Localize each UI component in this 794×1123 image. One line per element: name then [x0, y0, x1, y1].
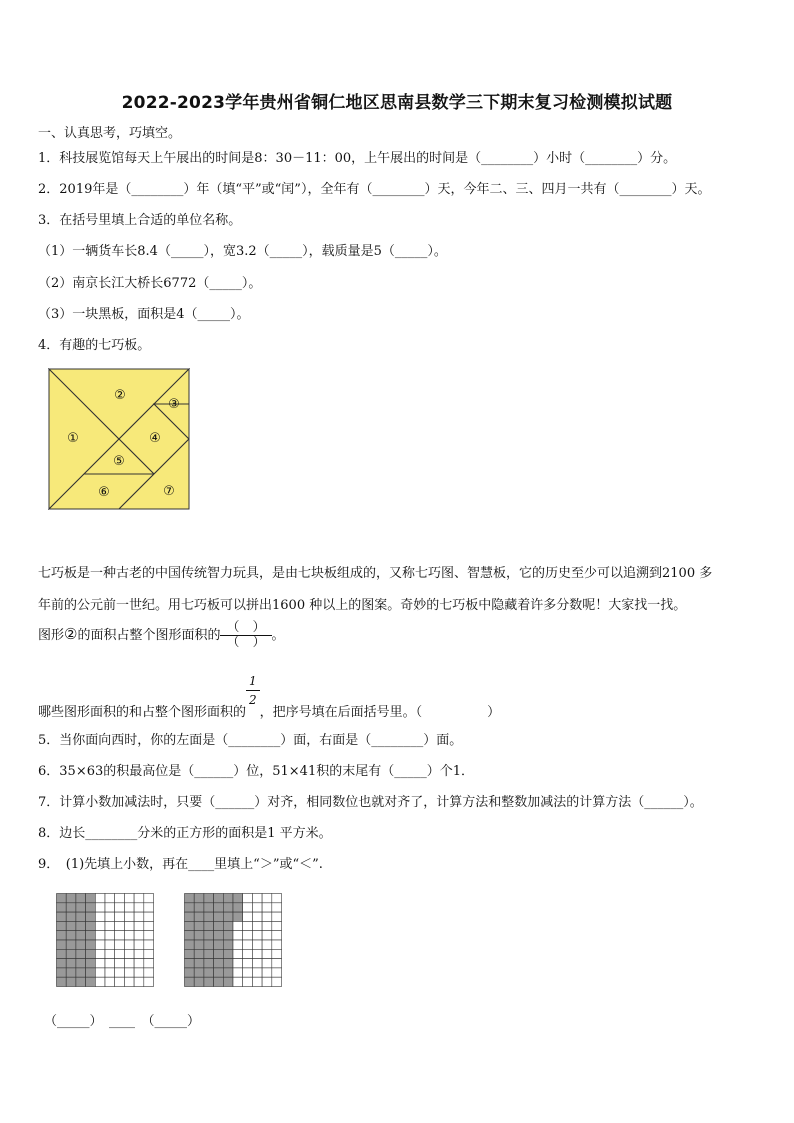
grid-cell	[134, 921, 144, 930]
grid-cell	[233, 959, 243, 968]
grid-cell	[204, 949, 214, 958]
tangram-label-7: ⑦	[163, 484, 175, 499]
grid-cell	[105, 903, 115, 912]
grid-cell	[86, 903, 96, 912]
tangram-question-a-prefix: 图形	[38, 628, 65, 643]
grid-cell	[134, 894, 144, 903]
grid-cell	[86, 949, 96, 958]
section-heading: 一、认真思考，巧填空。	[38, 126, 182, 141]
grid-cell	[134, 968, 144, 977]
grid-cell	[66, 977, 76, 986]
grid-cell	[144, 968, 154, 977]
grid-cell	[223, 931, 233, 940]
grid-cell	[124, 931, 134, 940]
grid-cell	[223, 921, 233, 930]
tangram-label-5: ⑤	[113, 454, 125, 469]
grid-cell	[204, 940, 214, 949]
grid-cell	[134, 977, 144, 986]
grid-cell	[262, 931, 272, 940]
grid-cell	[223, 949, 233, 958]
grid-cell	[115, 949, 125, 958]
grid-cell	[185, 949, 195, 958]
grid-cell	[262, 977, 272, 986]
grid-cell	[194, 949, 204, 958]
grid-cell	[134, 949, 144, 958]
grid-cell	[124, 894, 134, 903]
grid-cell	[243, 940, 253, 949]
grid-cell	[194, 959, 204, 968]
grid-cell	[223, 968, 233, 977]
tangram-intro-line-1: 七巧板是一种古老的中国传统智力玩具，是由七块板组成的，又称七巧图、智慧板，它的历史至少可以追溯到2100 多	[38, 566, 713, 581]
grid-cell	[95, 940, 105, 949]
grid-cell	[124, 977, 134, 986]
grid-cell	[95, 977, 105, 986]
grid-cell	[262, 940, 272, 949]
page-title: 2022-2023学年贵州省铜仁地区思南县数学三下期末复习检测模拟试题	[121, 93, 673, 113]
grid-cell	[76, 921, 86, 930]
grid-cell	[214, 949, 224, 958]
grid-cell	[144, 921, 154, 930]
grid-cell	[57, 940, 67, 949]
grid-cell	[204, 977, 214, 986]
question-3-part-1: （1）一辆货车长8.4（_____），宽3.2（_____），载质量是5（_____）。	[38, 244, 447, 259]
grid-cell	[233, 921, 243, 930]
grid-cell	[185, 940, 195, 949]
grid-cell	[115, 921, 125, 930]
grid-cell	[214, 977, 224, 986]
grid-cell	[57, 912, 67, 921]
grid-cell	[262, 894, 272, 903]
grid-cell	[124, 921, 134, 930]
grid-cell	[262, 949, 272, 958]
grid-cell	[252, 912, 262, 921]
fraction-half	[246, 672, 260, 709]
grid-cell	[95, 931, 105, 940]
tangram-piece-ref: ②	[64, 625, 78, 643]
grid-cell	[204, 921, 214, 930]
grid-cell	[95, 959, 105, 968]
grid-cell	[57, 894, 67, 903]
grid-cell	[272, 959, 282, 968]
tangram-question-a-text: 的面积占整个图形面积的	[77, 628, 221, 643]
grid-cell	[272, 912, 282, 921]
question-8: 8．边长________分米的正方形的面积是1 平方米。	[38, 826, 332, 841]
grid-cell	[204, 903, 214, 912]
grid-cell	[57, 921, 67, 930]
grid-cell	[66, 931, 76, 940]
grid-cell	[105, 977, 115, 986]
grid-cell	[86, 894, 96, 903]
grid-cell	[223, 894, 233, 903]
grid-cell	[252, 968, 262, 977]
grid-cell	[252, 931, 262, 940]
grid-cell	[57, 903, 67, 912]
grid-cell	[272, 949, 282, 958]
grid-cell	[272, 921, 282, 930]
tangram-question-b-suffix: ，把序号填在后面括号里。（ ）	[259, 705, 501, 720]
grid-cell	[57, 977, 67, 986]
grid-cell	[124, 968, 134, 977]
grid-cell	[95, 912, 105, 921]
grid-cell	[272, 903, 282, 912]
grid-cell	[134, 931, 144, 940]
question-1: 1．科技展览馆每天上午展出的时间是8：30－11：00，上午展出的时间是（________）小时（________）分。	[38, 151, 677, 166]
grid-cell	[185, 931, 195, 940]
grid-cell	[272, 977, 282, 986]
grid-cell	[243, 977, 253, 986]
question-4: 4．有趣的七巧板。	[38, 338, 151, 353]
grid-cell	[204, 912, 214, 921]
grid-cell	[233, 894, 243, 903]
grid-cell	[76, 912, 86, 921]
grid-cell	[124, 912, 134, 921]
grid-cell	[115, 977, 125, 986]
grid-cell	[144, 903, 154, 912]
grid-cell	[243, 931, 253, 940]
grid-cell	[66, 949, 76, 958]
grid-cell	[185, 912, 195, 921]
grid-cell	[76, 977, 86, 986]
grid-cell	[194, 894, 204, 903]
grid-cell	[194, 977, 204, 986]
grid-cell	[144, 931, 154, 940]
tangram-label-2: ②	[114, 388, 126, 403]
grid-cell	[252, 977, 262, 986]
grid-cell	[134, 912, 144, 921]
grid-cell	[105, 921, 115, 930]
grid-cell	[233, 903, 243, 912]
grid-cell	[144, 949, 154, 958]
tangram-figure	[48, 368, 190, 510]
grid-cell	[66, 921, 76, 930]
grid-cell	[105, 894, 115, 903]
tangram-label-1: ①	[67, 431, 79, 446]
grid-cell	[252, 959, 262, 968]
grid-cell	[214, 931, 224, 940]
grid-cell	[194, 968, 204, 977]
grid-cell	[204, 931, 214, 940]
grid-cell	[185, 977, 195, 986]
question-2: 2．2019年是（________）年（填“平”或“闰”），全年有（________）天，今年二、三、四月一共有（________）天。	[38, 182, 711, 197]
fraction-numerator: （ ）	[220, 621, 271, 636]
grid-cell	[223, 959, 233, 968]
fraction-half-numerator: 1	[246, 672, 260, 691]
grid-cell	[86, 959, 96, 968]
grid-cell	[95, 968, 105, 977]
grid-cell	[134, 940, 144, 949]
grid-cell	[66, 959, 76, 968]
question-9-answers: （_____） ____ （_____）	[44, 1014, 201, 1029]
grid-cell	[105, 931, 115, 940]
grid-cell	[124, 959, 134, 968]
grid-cell	[144, 959, 154, 968]
grid-cell	[233, 968, 243, 977]
grid-cell	[185, 921, 195, 930]
grid-cell	[134, 959, 144, 968]
grid-cell	[105, 912, 115, 921]
grid-cell	[243, 894, 253, 903]
grid-cell	[66, 940, 76, 949]
grid-cell	[233, 912, 243, 921]
grid-cell	[76, 894, 86, 903]
fraction-denominator: （ ）	[226, 635, 266, 650]
grid-cell	[223, 903, 233, 912]
grid-cell	[124, 949, 134, 958]
grid-cell	[105, 940, 115, 949]
grid-cell	[233, 949, 243, 958]
grid-cell	[204, 959, 214, 968]
grid-cell	[144, 940, 154, 949]
question-9: 9． (1)先填上小数，再在____里填上“＞”或“＜”.	[38, 857, 323, 872]
grid-cell	[124, 940, 134, 949]
tangram-question-b	[38, 672, 501, 720]
fraction-blank	[220, 621, 271, 650]
grid-cell	[233, 940, 243, 949]
grid-cell	[243, 921, 253, 930]
grid-cell	[115, 912, 125, 921]
grid-cell	[194, 921, 204, 930]
grid-cell	[233, 931, 243, 940]
grid-cell	[66, 903, 76, 912]
grid-cell	[144, 894, 154, 903]
grid-cell	[185, 959, 195, 968]
tangram-label-6: ⑥	[98, 485, 110, 500]
grid-cell	[115, 959, 125, 968]
question-3-part-2: （2）南京长江大桥长6772（_____）。	[38, 276, 262, 291]
grid-cell	[223, 912, 233, 921]
grid-cell	[262, 912, 272, 921]
grid-cell	[272, 931, 282, 940]
grid-cell	[76, 949, 86, 958]
grid-cell	[252, 949, 262, 958]
grid-cell	[115, 903, 125, 912]
decimal-grid-left	[56, 893, 156, 988]
grid-cell	[86, 968, 96, 977]
grid-cell	[214, 940, 224, 949]
grid-cell	[194, 903, 204, 912]
grid-cell	[214, 903, 224, 912]
fraction-half-denominator: 2	[249, 693, 257, 707]
grid-cell	[76, 968, 86, 977]
grid-cell	[115, 940, 125, 949]
grid-cell	[185, 894, 195, 903]
question-3: 3．在括号里填上合适的单位名称。	[38, 213, 242, 228]
grid-cell	[252, 894, 262, 903]
grid-cell	[243, 968, 253, 977]
grid-cell	[95, 949, 105, 958]
grid-cell	[214, 921, 224, 930]
grid-cell	[194, 940, 204, 949]
tangram-intro-line-2: 年前的公元前一世纪。用七巧板可以拼出1600 种以上的图案。奇妙的七巧板中隐藏着许多分数呢！大家找一找。	[38, 598, 687, 613]
grid-cell	[86, 940, 96, 949]
grid-cell	[223, 977, 233, 986]
grid-cell	[86, 912, 96, 921]
grid-cell	[115, 931, 125, 940]
grid-cell	[115, 894, 125, 903]
grid-cell	[272, 894, 282, 903]
question-5: 5．当你面向西时，你的左面是（________）面，右面是（________）面。	[38, 733, 463, 748]
grid-cell	[262, 903, 272, 912]
grid-cell	[57, 931, 67, 940]
grid-cell	[272, 940, 282, 949]
grid-cell	[262, 921, 272, 930]
grid-cell	[95, 903, 105, 912]
grid-cell	[204, 968, 214, 977]
grid-cell	[66, 894, 76, 903]
grid-cell	[57, 968, 67, 977]
grid-cell	[185, 903, 195, 912]
grid-cell	[86, 921, 96, 930]
grid-cell	[76, 959, 86, 968]
question-7: 7．计算小数加减法时，只要（______）对齐，相同数位也就对齐了，计算方法和整数加减法的计算方法（______）。	[38, 795, 703, 810]
grid-cell	[252, 940, 262, 949]
question-3-part-3: （3）一块黑板，面积是4（_____）。	[38, 307, 250, 322]
grid-cell	[223, 940, 233, 949]
tangram-label-3: ③	[168, 397, 180, 412]
grid-cell	[134, 903, 144, 912]
grid-cell	[214, 894, 224, 903]
grid-cell	[243, 912, 253, 921]
grid-cell	[86, 931, 96, 940]
grid-cell	[262, 968, 272, 977]
grid-cell	[194, 931, 204, 940]
grid-cell	[252, 921, 262, 930]
grid-cell	[66, 912, 76, 921]
grid-cell	[76, 903, 86, 912]
tangram-question-a: 图形②的面积占整个图形面积的 $\frac{( )}{( )}$ 。	[38, 620, 285, 650]
question-6: 6．35×63的积最高位是（______）位，51×41积的末尾有（_____）个1．	[38, 764, 474, 779]
grid-cell	[204, 894, 214, 903]
decimal-grid-right	[184, 893, 284, 988]
grid-cell	[194, 912, 204, 921]
grid-cell	[144, 912, 154, 921]
grid-cell	[272, 968, 282, 977]
grid-cell	[76, 940, 86, 949]
grid-cell	[124, 903, 134, 912]
grid-cell	[57, 949, 67, 958]
grid-cell	[262, 959, 272, 968]
tangram-label-4: ④	[149, 431, 161, 446]
grid-cell	[66, 968, 76, 977]
grid-cell	[243, 903, 253, 912]
grid-cell	[105, 949, 115, 958]
grid-cell	[95, 921, 105, 930]
grid-cell	[115, 968, 125, 977]
grid-cell	[214, 912, 224, 921]
grid-cell	[243, 949, 253, 958]
grid-cell	[95, 894, 105, 903]
grid-cell	[243, 959, 253, 968]
grid-cell	[214, 968, 224, 977]
grid-cell	[144, 977, 154, 986]
grid-cell	[233, 977, 243, 986]
grid-cell	[214, 959, 224, 968]
grid-cell	[86, 977, 96, 986]
tangram-question-b-prefix: 哪些图形面积的和占整个图形面积的	[38, 705, 247, 720]
grid-cell	[105, 968, 115, 977]
grid-cell	[185, 968, 195, 977]
grid-cell	[105, 959, 115, 968]
grid-cell	[76, 931, 86, 940]
grid-cell	[57, 959, 67, 968]
grid-cell	[252, 903, 262, 912]
